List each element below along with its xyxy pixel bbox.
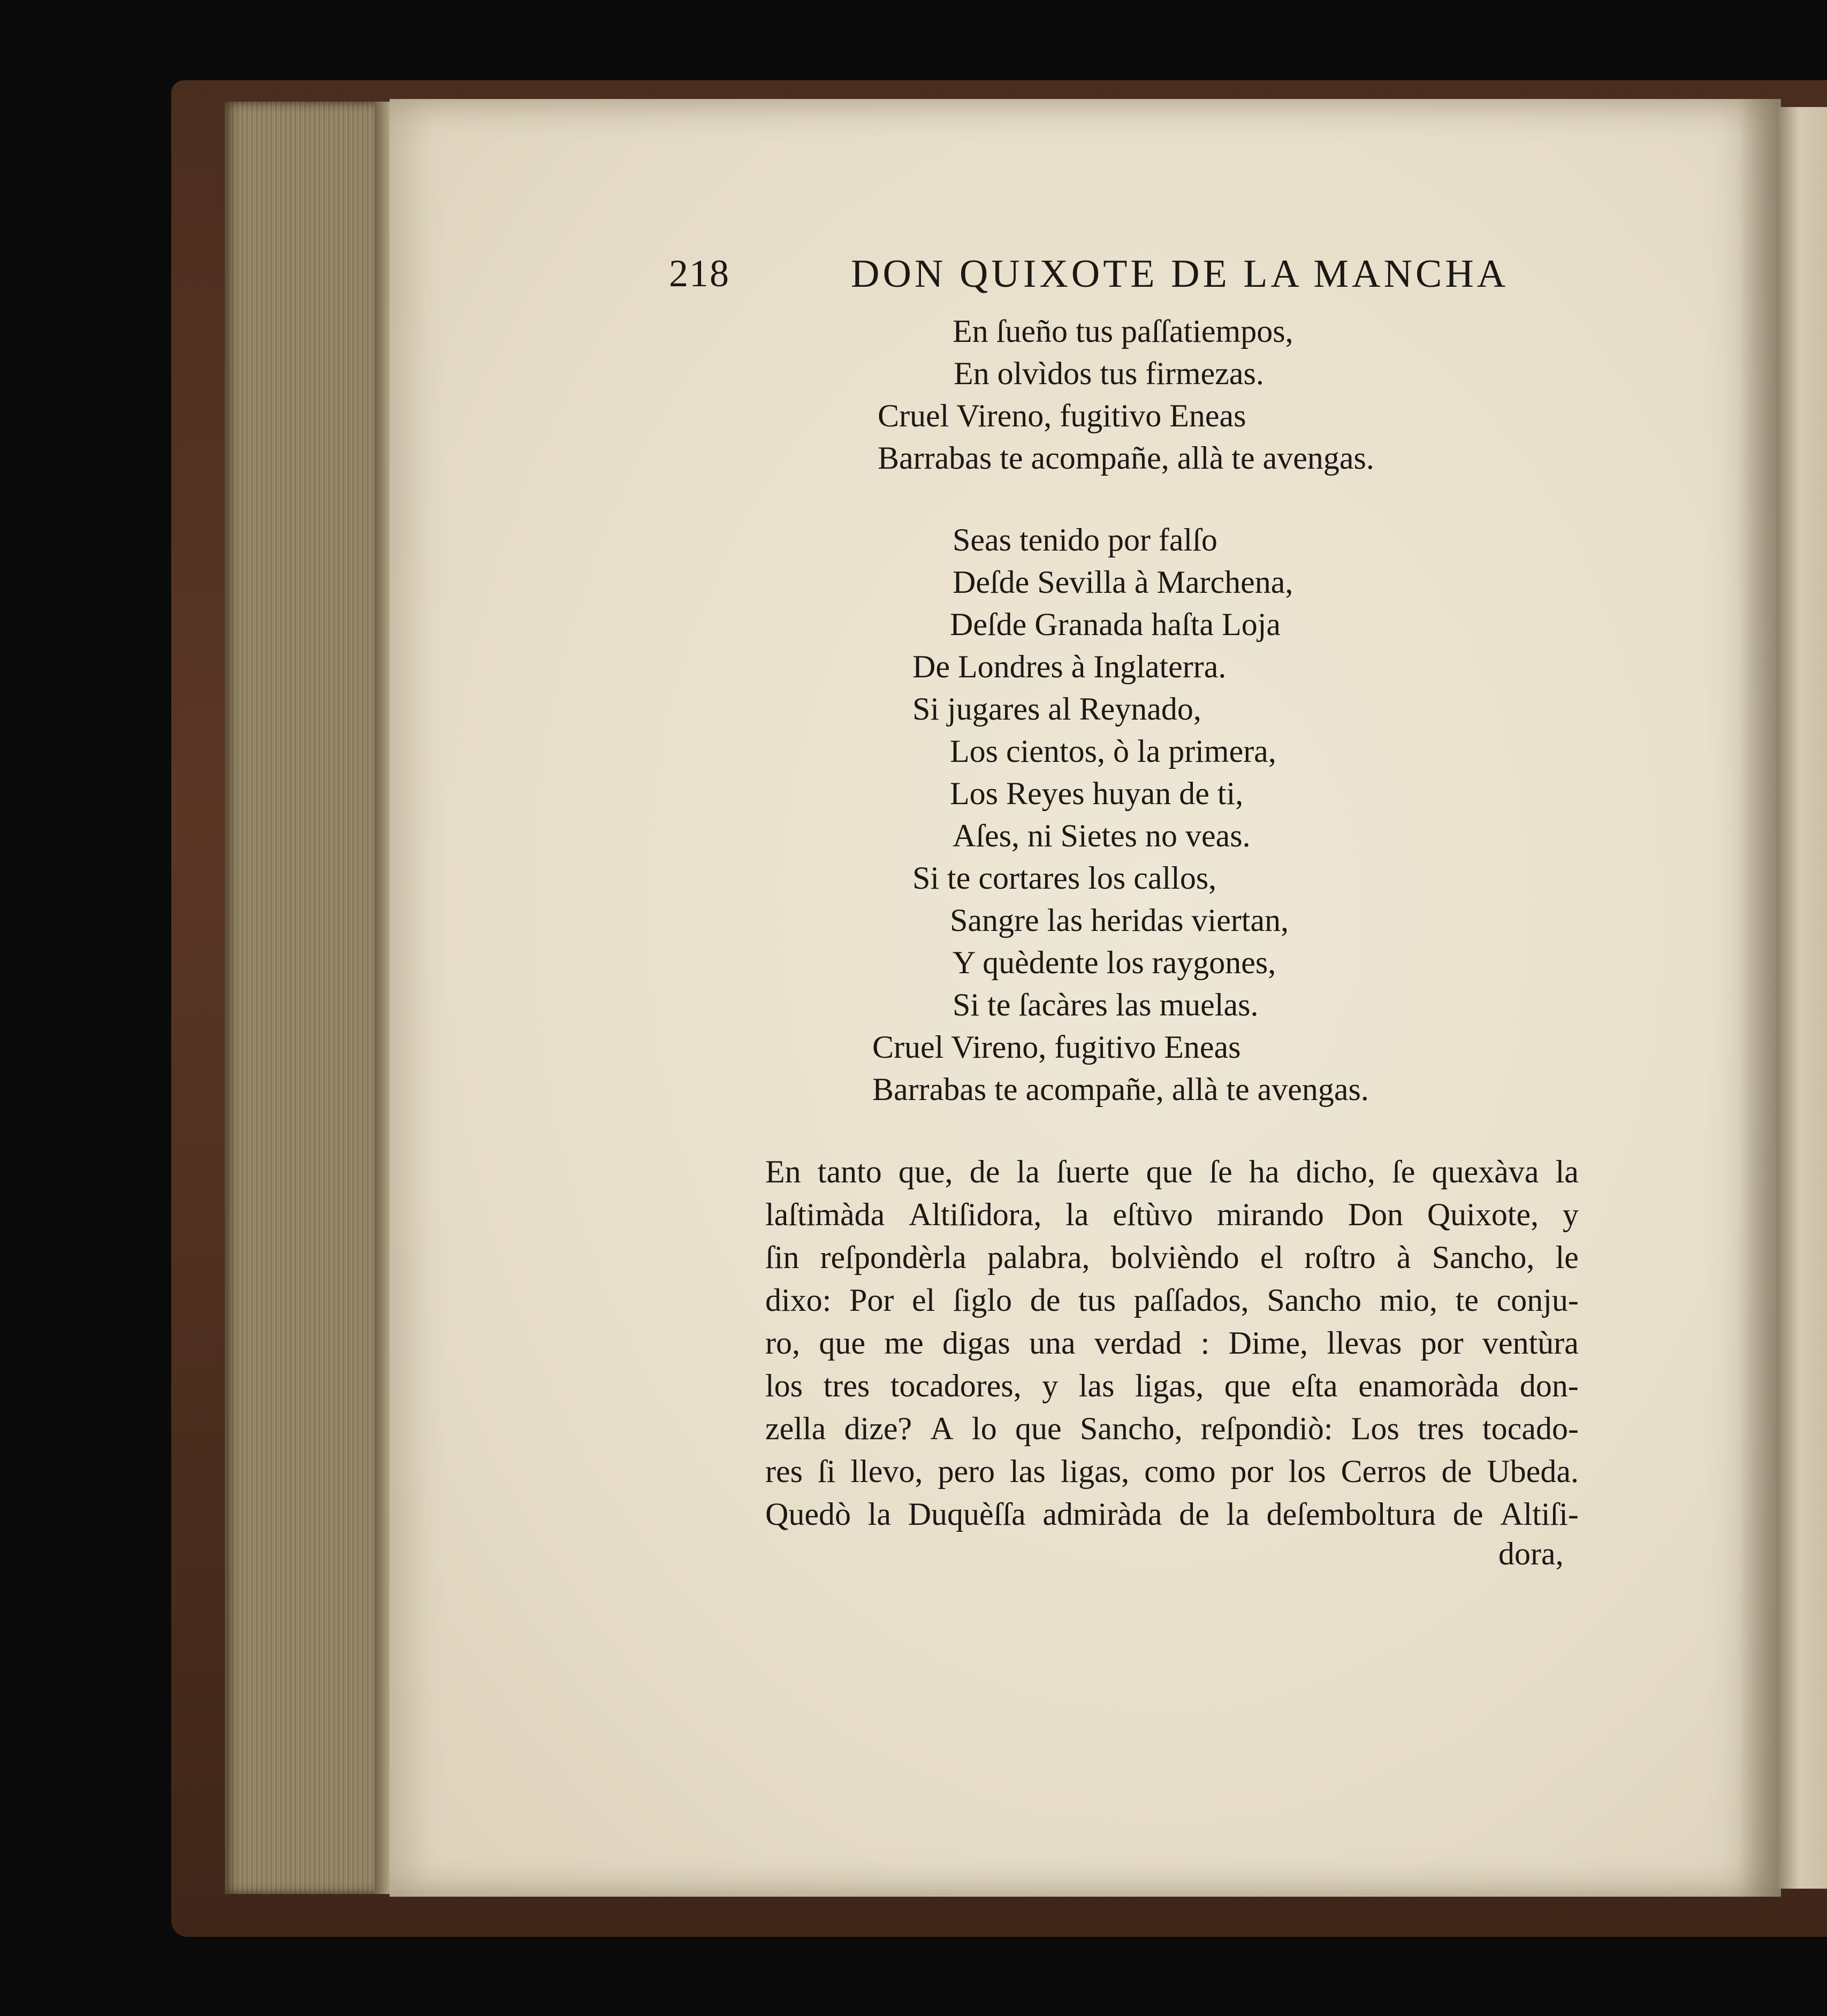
- prose-line: laſtimàda Altiſidora, la eſtùvo mirando Don Quixote, y: [765, 1197, 1579, 1232]
- verse-line: Y quèdente los raygones,: [953, 945, 1276, 980]
- prose-line: los tres tocadores, y las ligas, que eſta enamoràda don-: [765, 1368, 1579, 1403]
- prose-line: En tanto que, de la ſuerte que ſe ha dicho, ſe quexàva la: [765, 1154, 1579, 1189]
- prose-line: ſin reſpondèrla palabra, bolvièndo el roſtro à Sancho, le: [765, 1240, 1579, 1275]
- prose-line: ro, que me digas una verdad : Dime, llevas por ventùra: [765, 1325, 1579, 1361]
- page-edge-highlight: [375, 102, 390, 1894]
- verse-line: En olvìdos tus firmezas.: [954, 356, 1264, 391]
- verse-line: Aſes, ni Sietes no veas.: [953, 818, 1251, 853]
- page-number: 218: [669, 252, 730, 295]
- catchword: dora,: [1498, 1536, 1564, 1571]
- prose-paragraph: [765, 1150, 1579, 1536]
- facing-page-edge: [1777, 107, 1827, 1889]
- verse-line: En ſueño tus paſſatiempos,: [953, 314, 1293, 349]
- verse-line: Si te ſacàres las muelas.: [953, 987, 1259, 1022]
- verse-line: Cruel Vireno, fugitivo Eneas: [878, 398, 1246, 433]
- verse-line: Los Reyes huyan de ti,: [950, 776, 1244, 811]
- prose-line: dixo: Por el ſiglo de tus paſſados, Sancho mio, te conju-: [765, 1282, 1579, 1318]
- verse-line: De Londres à Inglaterra.: [912, 649, 1227, 684]
- verse-line: Sangre las heridas viertan,: [950, 903, 1289, 938]
- prose-line: zella dize? A lo que Sancho, reſpondiò: Los tres tocado-: [765, 1411, 1579, 1446]
- verse-line: Si jugares al Reynado,: [912, 691, 1201, 727]
- verse-line: Deſde Granada haſta Loja: [950, 607, 1281, 642]
- verse-line: Cruel Vireno, fugitivo Eneas: [872, 1029, 1241, 1065]
- verse-line: Los cientos, ò la primera,: [950, 734, 1276, 769]
- prose-line: Quedò la Duquèſſa admiràda de la deſemboltura de Altiſi-: [765, 1496, 1579, 1532]
- verse-line: Deſde Sevilla à Marchena,: [953, 564, 1293, 600]
- running-title: DON QUIXOTE DE LA MANCHA: [851, 252, 1509, 296]
- page-edges: [225, 102, 391, 1894]
- verse-line: Barrabas te acompañe, allà te avengas.: [872, 1072, 1369, 1107]
- verse-line: Barrabas te acompañe, allà te avengas.: [878, 440, 1374, 476]
- prose-line: res ſi llevo, pero las ligas, como por los Cerros de Ubeda.: [765, 1454, 1579, 1489]
- verse-line: Seas tenido por falſo: [953, 522, 1217, 558]
- verse-line: Si te cortares los callos,: [912, 860, 1217, 896]
